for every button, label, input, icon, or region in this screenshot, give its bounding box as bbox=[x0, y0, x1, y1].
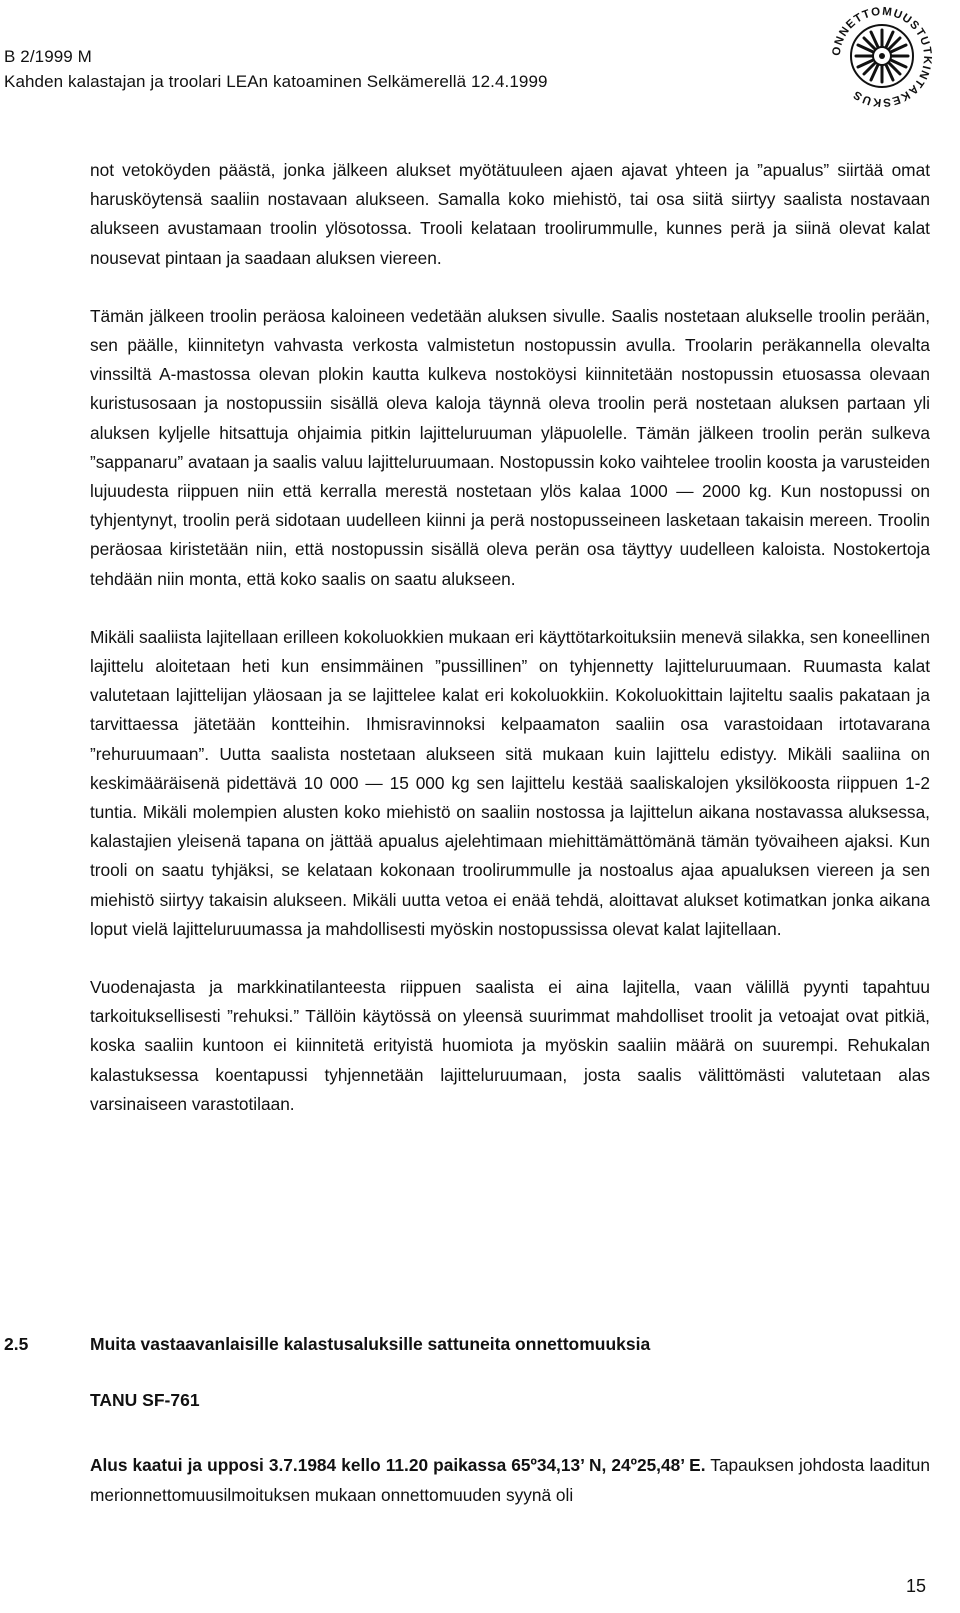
section-number: 2.5 bbox=[4, 1334, 29, 1354]
subsection-title: TANU SF-761 bbox=[90, 1390, 200, 1410]
body-text bbox=[90, 156, 930, 1119]
page-header bbox=[4, 44, 548, 94]
document-subtitle: Kahden kalastajan ja troolari LEAn katoaminen Selkämerellä 12.4.1999 bbox=[4, 72, 548, 91]
final-paragraph-text: Tapauksen johdosta laaditun merionnettomuusilmoituksen mukaan onnettomuuden syynä oli bbox=[90, 1455, 930, 1505]
paragraph-2: Tämän jälkeen troolin peräosa kaloineen vedetään aluksen sivulle. Saalis nostetaan alukselle troolin perään, sen päälle, kiinnitetyn vahvasta verkosta valmistetun nostopussin avulla. Troolarin peräkannella olevalta vinssiltä A-mastossa olevan plokin kautta kulkeva nostoköysi kiinnitetään nostopussin etuosassa olevaan kuristusosaan ja nostopussiin sisällä oleva kaloja täynnä oleva troolin perä nostetaan aluksen partaan yli aluksen kyljelle hitsattuja ohjaimia pitkin lajitteluruuman yläpuolelle. Tämän jälkeen troolin perän sulkeva ”sappanaru” avataan ja saalis valuu lajitteluruumaan. Nostopussin koko vaihtelee troolin koosta ja varusteiden lujuudesta riippuen niin että kerralla merestä nostetaan ylös kalaa 1000 — 2000 kg. Kun nostopussi on tyhjentynyt, troolin perä sidotaan uudelleen kiinni ja perä nostopusseineen lasketaan takaisin mereen. Troolin peräosaa kiristetään niin, että nostopussin sisällä oleva perän osa täyttyy uudelleen kaloista. Nostokertoja tehdään niin monta, että koko saalis on saatu alukseen. bbox=[90, 305, 930, 589]
document-code: B 2/1999 M bbox=[4, 47, 92, 66]
onnettomuustutkintakeskus-seal-logo bbox=[822, 0, 942, 108]
paragraph-3: Mikäli saaliista lajitellaan erilleen kokoluokkien mukaan eri käyttötarkoituksiin menevä silakka, sen koneellinen lajittelu aloitetaan heti kun ensimmäinen ”pussillinen” on tyhjennetty lajitteluruumaan. Ruumasta kalat valutetaan lajittelijan yläosaan ja se lajittelee kalat eri kokoluokkiin. Kokoluokittain lajiteltu saalis pakataan ja tarvittaessa jätetään kontteihin. Ihmisravinnoksi kelpaamaton saaliin osa varastoidaan irtotavarana ”rehuruumaan”. Uutta saalista nostetaan alukseen sitä mukaan kuin lajittelu edistyy. Mikäli saaliina on keskimääräisenä pidettävä 10 000 — 15 000 kg sen lajittelu kestää saaliskalojen yksilökoosta riippuen 1-2 tuntia. Mikäli molempien alusten koko miehistö on saaliin nostossa ja lajittelun aikana nostavassa aluksessa, kalastajien yleisenä tapana on jättää apualus ajelehtimaan miehittämättömänä tämän työvaiheen ajaksi. Kun trooli on saatu tyhjäksi, se kelataan kokonaan troolirummulle ja nostoalus ajaa apualuksen viereen ja sen miehistö siirtyy takaisin alukseen. Mikäli uutta vetoa ei enää tehdä, aloittavat alukset kotimatkan jonka aikana loput vielä lajitteluruumassa ja mahdollisesti myöskin nostopussissa olevat kalat lajitellaan. bbox=[90, 626, 930, 939]
paragraph-1: not vetoköyden päästä, jonka jälkeen alukset myötätuuleen ajaen ajavat yhteen ja ”apualus” siirtää omat harusköytensä saaliin nostavaan alukseen. Samalla koko miehistö, tai osa siitä siirtyy saalista nostavaan alukseen avustamaan troolin ylösotossa. Trooli kelataan troolirummulle, kunnes perä ja siinä olevat kalat nousevat pintaan ja saadaan aluksen viereen. bbox=[90, 160, 930, 268]
seal-text: ONNETTOMUUSTUTKINTAKESKUS bbox=[830, 5, 934, 108]
paragraph-4: Vuodenajasta ja markkinatilanteesta riippuen saalista ei aina lajitella, vaan välillä pyynti tapahtuu tarkoituksellisesti ”rehuksi.” Tällöin käytössä on yleensä suurimmat mahdolliset troolit ja vetoajat ovat pitkiä, koska saaliin kuntoon ei kiinnitetä erityistä huomiota ja myöskin saaliin määrä on suurempi. Rehukalan kalastuksessa koentapussi tyhjennetään lajitteluruumaan, josta saalis välittömästi valutetaan alas varsinaiseen varastotilaan. bbox=[90, 977, 930, 1114]
page-number: 15 bbox=[906, 1576, 927, 1596]
section-heading bbox=[4, 1330, 934, 1359]
section-title: Muita vastaavanlaisille kalastusaluksille sattuneita onnettomuuksia bbox=[90, 1334, 651, 1354]
final-paragraph bbox=[90, 1451, 930, 1509]
final-paragraph-bold-lead: Alus kaatui ja upposi 3.7.1984 kello 11.20 paikassa 65º34,13’ N, 24º25,48’ E. bbox=[90, 1455, 706, 1476]
